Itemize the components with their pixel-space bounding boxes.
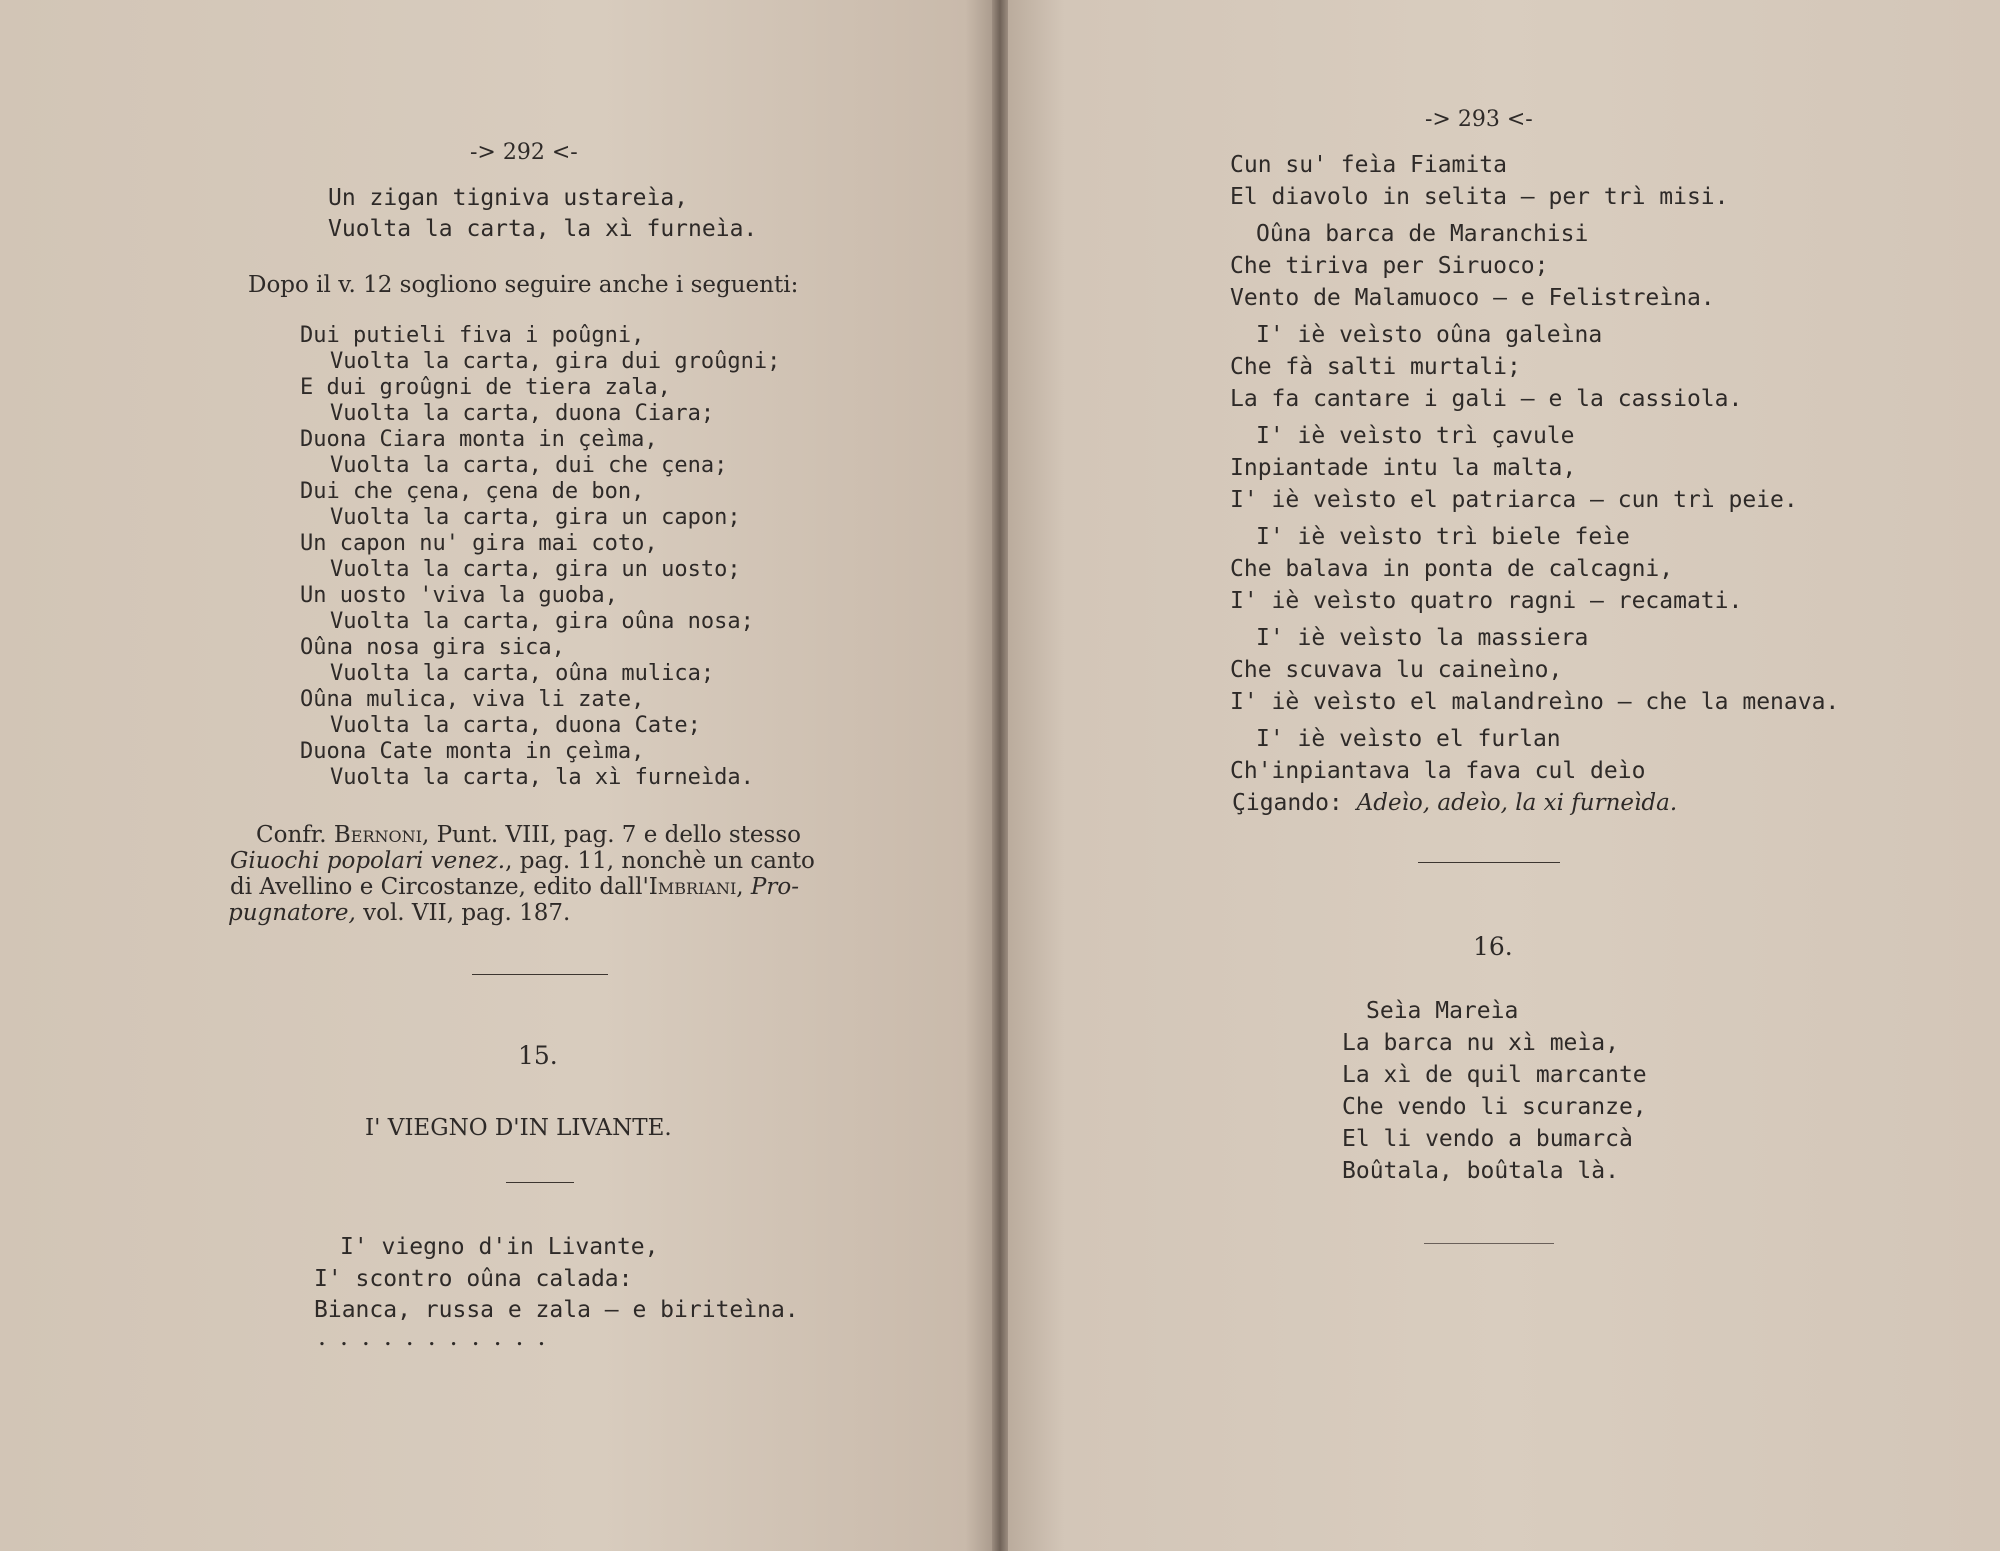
last-line-refrain: Adeìo, adeìo, la xi furneìda. — [1356, 790, 1678, 816]
confr-text-3: , pag. 11, nonchè un canto — [505, 848, 815, 874]
poem15-continued-line: I' iè veìsto oûna galeìna — [1256, 322, 1603, 348]
variant-verse-line: Vuolta la carta, duona Ciara; — [330, 401, 715, 426]
confr-text-1: Confr. — [256, 822, 334, 848]
poem15-continued-line: Vento de Malamuoco — e Felistreìna. — [1230, 285, 1715, 311]
end-divider — [1424, 1243, 1554, 1244]
variant-verse-line: Vuolta la carta, gira un uosto; — [330, 557, 741, 582]
poem15-continued-line: Che tiriva per Siruoco; — [1230, 253, 1549, 279]
variant-verse-line: Vuolta la carta, gira oûna nosa; — [330, 609, 754, 634]
title-underline — [506, 1182, 574, 1183]
variant-verse-line: Vuolta la carta, gira dui groûgni; — [330, 349, 781, 374]
variant-verse-line: Duona Cate monta in çeìma, — [300, 739, 645, 764]
poem15-continued-line: La fa cantare i gali — e la cassiola. — [1230, 386, 1743, 412]
ellipsis-dots: ........... — [318, 1322, 560, 1351]
last-line-prefix: Çigando: — [1232, 790, 1357, 816]
journal-title-part2: pugnatore, — [228, 900, 356, 926]
variant-verse-line: Oûna nosa gira sica, — [300, 635, 565, 660]
poem15-continued-line: Ch'inpiantava la fava cul deìo — [1230, 758, 1646, 784]
variant-verse-line: Vuolta la carta, dui che çena; — [330, 453, 728, 478]
variant-verse-line: Oûna mulica, viva li zate, — [300, 687, 645, 712]
confr-line-3 — [230, 874, 799, 900]
variant-verse-line: Vuolta la carta, gira un capon; — [330, 505, 741, 530]
author-imbriani: Imbriani — [648, 874, 737, 900]
poem15-continued-line: Che fà salti murtali; — [1230, 354, 1521, 380]
poem16-line: Seìa Mareìa — [1366, 998, 1519, 1024]
section-divider — [472, 974, 608, 975]
section-title: I' VIEGNO D'IN LIVANTE. — [365, 1115, 672, 1141]
poem15-continued-line: I' iè veìsto el patriarca — cun trì peie. — [1230, 487, 1798, 513]
poem16-line: Che vendo li scuranze, — [1342, 1094, 1647, 1120]
section-number-16: 16. — [1473, 932, 1513, 961]
variant-verse-line: Dui putieli fiva i poûgni, — [300, 323, 645, 348]
poem16-line: La xì de quil marcante — [1342, 1062, 1647, 1088]
poem15-continued-line: Inpiantade intu la malta, — [1230, 455, 1577, 481]
confr-text-5: , — [736, 874, 751, 900]
page-number-293: -> 293 <- — [1425, 107, 1533, 132]
book-gutter — [992, 0, 1008, 1551]
variant-verse-line: Vuolta la carta, oûna mulica; — [330, 661, 715, 686]
poem15-last-line — [1232, 790, 1677, 816]
poem16-line: El li vendo a bumarcà — [1342, 1126, 1633, 1152]
poem15-continued-line: Che scuvava lu caineìno, — [1230, 657, 1563, 683]
poem16-line: La barca nu xì meìa, — [1342, 1030, 1619, 1056]
poem15-continued-line: I' iè veìsto la massiera — [1256, 625, 1589, 651]
variant-verse-line: Un capon nu' gira mai coto, — [300, 531, 658, 556]
page-number-292: -> 292 <- — [470, 140, 578, 165]
poem15-continued-line: I' iè veìsto el furlan — [1256, 726, 1561, 752]
variant-verse-line: Vuolta la carta, duona Cate; — [330, 713, 701, 738]
variant-verse-line: Dui che çena, çena de bon, — [300, 479, 645, 504]
opening-line-1: Un zigan tigniva ustareìa, — [328, 185, 689, 211]
poem15-line-2: I' scontro oûna calada: — [314, 1266, 633, 1292]
section-divider-right — [1418, 862, 1560, 863]
poem15-continued-line: Cun su' feìa Fiamita — [1230, 152, 1507, 178]
opening-line-2: Vuolta la carta, la xì furneìa. — [328, 216, 758, 242]
poem15-continued-line: I' iè veìsto trì çavule — [1256, 423, 1575, 449]
poem15-continued-line: I' iè veìsto trì biele feìe — [1256, 524, 1630, 550]
author-bernoni: Bernoni — [333, 822, 422, 848]
confr-line-4 — [228, 900, 570, 926]
confr-line-2 — [230, 848, 815, 874]
variant-verse-line: Un uosto 'viva la guoba, — [300, 583, 618, 608]
poem15-line-3: Bianca, russa e zala — e biriteìna. — [314, 1297, 799, 1323]
poem15-continued-line: I' iè veìsto quatro ragni — recamati. — [1230, 588, 1743, 614]
poem16-line: Boûtala, boûtala là. — [1342, 1158, 1619, 1184]
poem15-continued-line: Che balava in ponta de calcagni, — [1230, 556, 1674, 582]
confr-text-4: di Avellino e Circostanze, edito dall' — [230, 874, 649, 900]
poem15-continued-line: El diavolo in selita — per trì misi. — [1230, 184, 1729, 210]
variant-verse-line: Duona Ciara monta in çeìma, — [300, 427, 658, 452]
variant-verse-line: Vuolta la carta, la xì furneìda. — [330, 765, 754, 790]
poem15-continued-line: I' iè veìsto el malandreìno — che la menava. — [1230, 689, 1840, 715]
confr-line-1 — [256, 822, 801, 848]
confr-text-2: , Punt. VIII, pag. 7 e dello stesso — [421, 822, 801, 848]
section-number-15: 15. — [518, 1041, 558, 1070]
book-title-giuochi: Giuochi popolari venez. — [230, 848, 506, 874]
poem15-line-1: I' viegno d'in Livante, — [340, 1234, 659, 1260]
variant-verse-line: E dui groûgni de tiera zala, — [300, 375, 671, 400]
journal-title-part1: Pro- — [750, 874, 799, 900]
confr-text-6: vol. VII, pag. 187. — [355, 900, 571, 926]
poem15-continued-line: Oûna barca de Maranchisi — [1256, 221, 1589, 247]
note-line: Dopo il v. 12 sogliono seguire anche i seguenti: — [248, 272, 799, 298]
